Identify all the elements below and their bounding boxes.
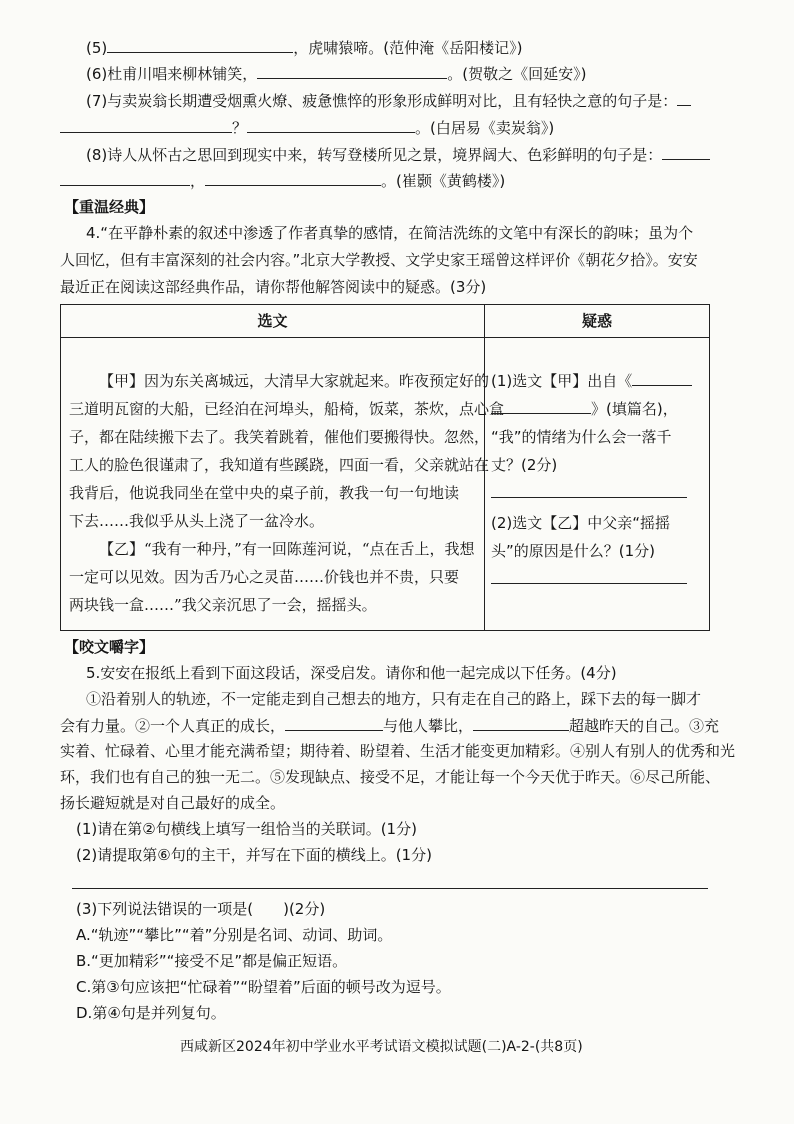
q6-text: (6)杜甫川唱来柳林铺笑， <box>86 65 258 83</box>
questions-cell <box>485 338 710 631</box>
doubt-1-line-c: “我”的情绪为什么会一落千 <box>491 428 672 446</box>
passage-text: 超越昨天的自己。③充 <box>569 717 720 735</box>
doubt-1-answer-line[interactable] <box>491 480 687 506</box>
page-footer: 西咸新区2024年初中学业水平考试语文模拟试题(二)A-2-(共8页) <box>180 1039 583 1055</box>
answer-line-task-2[interactable] <box>72 888 708 889</box>
q5-number: (5) <box>86 39 108 57</box>
passage-text: 会有力量。②一个人真正的成长， <box>60 717 286 735</box>
excerpt-cell <box>61 338 505 631</box>
fill-q5 <box>86 36 522 59</box>
table-header-questions: 疑惑 <box>485 305 710 338</box>
q4-line-1: 4.“在平静朴素的叙述中渗透了作者真挚的感情，在简洁洗练的文笔中有深长的韵味；虽为个 <box>86 224 694 242</box>
q8-text: (8)诗人从怀古之思回到现实中来，转写登楼所见之景，境界阔大、色彩鲜明的句子是： <box>86 146 663 164</box>
fill-q7-line1 <box>86 89 691 112</box>
fill-q6 <box>86 62 586 85</box>
q5-intro: 5.安安在报纸上看到下面这段话，深受启发。请你和他一起完成以下任务。(4分) <box>86 664 617 682</box>
passage-text: 与他人攀比， <box>383 717 474 735</box>
q5-passage-line-3: 实着、忙碌着、心里才能充满希望；期待着、盼望着、生活才能变更加精彩。④别人有别人的优秀和光 <box>60 742 736 760</box>
excerpt-line: 【乙】“我有一种丹，”有一回陈莲河说，“点在舌上，我想 <box>99 540 475 558</box>
answer-blank[interactable] <box>60 116 232 133</box>
reading-table <box>60 304 710 631</box>
option-d: D.第④句是并列复句。 <box>76 1004 226 1022</box>
doubt-2-line-b: 头”的原因是什么？(1分) <box>491 542 656 560</box>
q5-task-3: (3)下列说法错误的一项是( )(2分) <box>76 900 326 918</box>
q5-passage-line-5: 扬长避短就是对自己最好的成全。 <box>60 794 286 812</box>
answer-blank[interactable] <box>491 397 591 414</box>
q5-text: ，虎啸猿啼。(范仲淹《岳阳楼记》) <box>293 39 523 57</box>
excerpt-line: 工人的脸色很谨肃了，我知道有些蹊跷，四面一看，父亲就站在 <box>69 456 490 474</box>
table-header-excerpt: 选文 <box>61 305 485 338</box>
q6-source: 。(贺敬之《回延安》) <box>447 65 587 83</box>
excerpt-line: 三道明瓦窗的大船，已经泊在河埠头，船椅，饭菜，茶炊，点心盒 <box>69 400 505 418</box>
answer-blank[interactable] <box>677 89 691 106</box>
doubt-2-line-a: (2)选文【乙】中父亲“摇摇 <box>491 514 671 532</box>
excerpt-line: 一定可以见效。因为舌乃心之灵苗……价钱也并不贵，只要 <box>69 568 460 586</box>
q5-passage-line-4: 环，我们也有自己的独一无二。⑤发现缺点、接受不足，才能让每一个今天优于昨天。⑥尽己所能、 <box>60 768 721 786</box>
q5-task-2: (2)请提取第⑥句的主干，并写在下面的横线上。(1分) <box>76 846 432 864</box>
answer-blank[interactable] <box>662 143 710 160</box>
option-c: C.第③句应该把“忙碌着”“盼望着”后面的顿号改为逗号。 <box>76 978 451 996</box>
doubt-2-answer-line[interactable] <box>491 566 687 592</box>
answer-blank[interactable] <box>60 169 190 186</box>
option-a: A.“轨迹”“攀比”“着”分别是名词、动词、助词。 <box>76 926 393 944</box>
q8-mark: ， <box>190 172 206 190</box>
doubt-1-line-b <box>491 396 678 422</box>
conjunction-blank-2[interactable] <box>473 714 569 731</box>
doubt-1-line-d: 丈？(2分) <box>491 456 558 474</box>
answer-blank[interactable] <box>247 116 415 133</box>
answer-blank[interactable] <box>107 36 293 53</box>
q5-passage-line-1: ①沿着别人的轨迹，不一定能走到自己想去的地方，只有走在自己的路上，踩下去的每一脚才 <box>86 690 702 708</box>
doubt-1-text: (1)选文【甲】出自《 <box>491 372 633 390</box>
q5-task-1: (1)请在第②句横线上填写一组恰当的关联词。(1分) <box>76 820 417 838</box>
excerpt-line: 下去……我似乎从头上浇了一盆冷水。 <box>69 512 325 530</box>
section-heading-wording: 【咬文嚼字】 <box>64 638 155 656</box>
doubt-1-line-a <box>491 368 692 394</box>
answer-blank[interactable] <box>257 62 447 79</box>
fill-q8-line1 <box>86 143 710 166</box>
q4-line-2: 人回忆，但有丰富深刻的社会内容。”北京大学教授、文学史家王瑶曾这样评价《朝花夕拾》。安安 <box>60 251 698 269</box>
doubt-1-text: 》(填篇名)， <box>591 400 678 418</box>
q7-source: 。(白居易《卖炭翁》) <box>415 119 555 137</box>
q7-text: (7)与卖炭翁长期遭受烟熏火燎、疲惫憔悴的形象形成鲜明对比，且有轻快之意的句子是： <box>86 92 678 110</box>
q5-passage-line-2 <box>60 714 719 737</box>
excerpt-line: 子，都在陆续搬下去了。我笑着跳着，催他们要搬得快。忽然， <box>69 428 490 446</box>
q8-source: 。(崔颢《黄鹤楼》) <box>381 172 506 190</box>
excerpt-line: 我背后，他说我同坐在堂中央的桌子前，教我一句一句地读 <box>69 484 460 502</box>
fill-q8-line2 <box>60 169 505 192</box>
answer-blank[interactable] <box>632 369 692 386</box>
section-heading-classics: 【重温经典】 <box>64 198 155 216</box>
answer-blank[interactable] <box>491 567 687 584</box>
option-b: B.“更加精彩”“接受不足”都是偏正短语。 <box>76 952 348 970</box>
q7-mark: ？ <box>232 119 248 137</box>
answer-blank[interactable] <box>491 481 687 498</box>
q4-line-3: 最近正在阅读这部经典作品，请你帮他解答阅读中的疑惑。(3分) <box>60 278 487 296</box>
excerpt-line: 两块钱一盒……”我父亲沉思了一会，摇摇头。 <box>69 596 377 614</box>
conjunction-blank-1[interactable] <box>285 714 383 731</box>
excerpt-line: 【甲】因为东关离城远，大清早大家就起来。昨夜预定好的 <box>99 372 490 390</box>
fill-q7-line2 <box>60 116 554 139</box>
answer-blank[interactable] <box>205 169 381 186</box>
